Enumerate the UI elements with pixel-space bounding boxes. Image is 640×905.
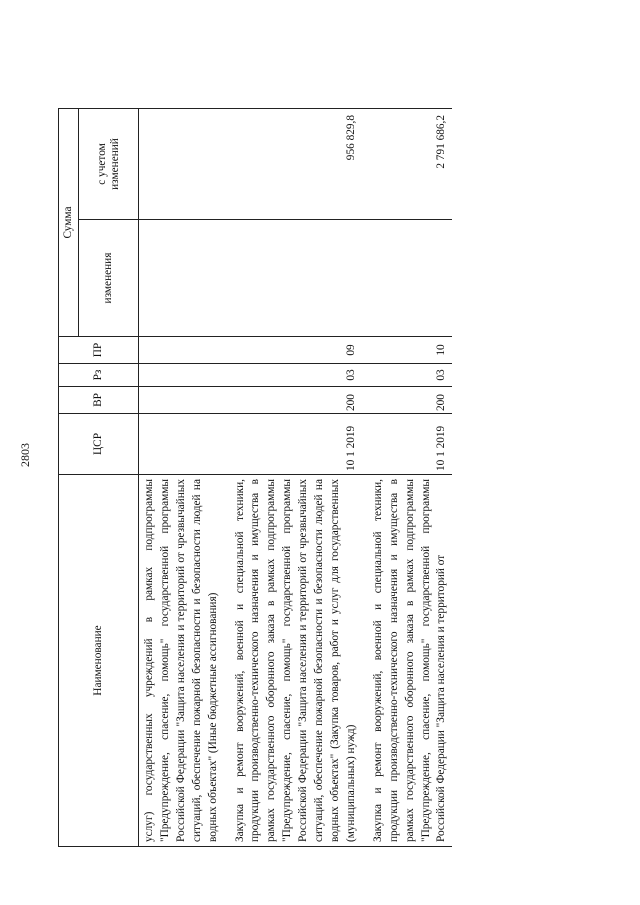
row-csr [139, 414, 224, 475]
row-pr: 10 [362, 337, 453, 364]
header-pr: ПР [59, 337, 139, 364]
header-csr: ЦСР [59, 414, 139, 475]
row-change [362, 220, 453, 337]
row-total: 2 791 686,2 [362, 109, 453, 220]
row-change [224, 220, 362, 337]
table-row [224, 109, 362, 847]
header-sum: Сумма [59, 109, 79, 337]
header-name: Наименование [59, 475, 139, 847]
row-total: 956 829,8 [224, 109, 362, 220]
row-total [139, 109, 224, 220]
row-csr: 10 1 2019 [362, 414, 453, 475]
row-csr: 10 1 2019 [224, 414, 362, 475]
header-vr: ВР [59, 387, 139, 414]
header-change: изменения [79, 220, 139, 337]
row-vr: 200 [224, 387, 362, 414]
budget-table [58, 108, 452, 847]
row-vr [139, 387, 224, 414]
row-pr [139, 337, 224, 364]
row-name: услуг) государственных учреждений в рамках подпрограммы "Предупреждение, спасение, помощь" государственной программы Российской Федерации "Защита населения и территорий от чрезвычайных ситуаций, обеспечение пожарной безопасности и безопасности людей на водных объектах" (Иные бюджетные ассигнования) [139, 475, 224, 847]
row-change [139, 220, 224, 337]
header-with-change-line2: изменений [108, 138, 121, 190]
header-rz: Рз [59, 364, 139, 387]
row-rz [139, 364, 224, 387]
row-name: Закупка и ремонт вооружений, военной и специальной техники, продукции производственно-технического назначения и имущества в рамках государственного оборонного заказа в рамках подпрограммы "Предупреждение, спасение, помощь" государственной программы Российской Федерации "Защита населения и территорий от чрезвычайных ситуаций, обеспечение пожарной безопасности и безопасности людей на водных объектах" (Закупка товаров, работ и услуг для государственных (муниципальных) нужд) [224, 475, 362, 847]
page-number: 2803 [18, 443, 32, 467]
header-with-change-line1: с учетом [95, 143, 108, 185]
header-with-change [79, 109, 139, 220]
row-rz: 03 [362, 364, 453, 387]
table-row [139, 109, 224, 847]
row-vr: 200 [362, 387, 453, 414]
row-rz: 03 [224, 364, 362, 387]
table-row [362, 109, 453, 847]
row-pr: 09 [224, 337, 362, 364]
row-name: Закупка и ремонт вооружений, военной и специальной техники, продукции производственно-технического назначения и имущества в рамках государственного оборонного заказа в рамках подпрограммы "Предупреждение, спасение, помощь" государственной программы Российской Федерации "Защита населения и территорий от [362, 475, 453, 847]
